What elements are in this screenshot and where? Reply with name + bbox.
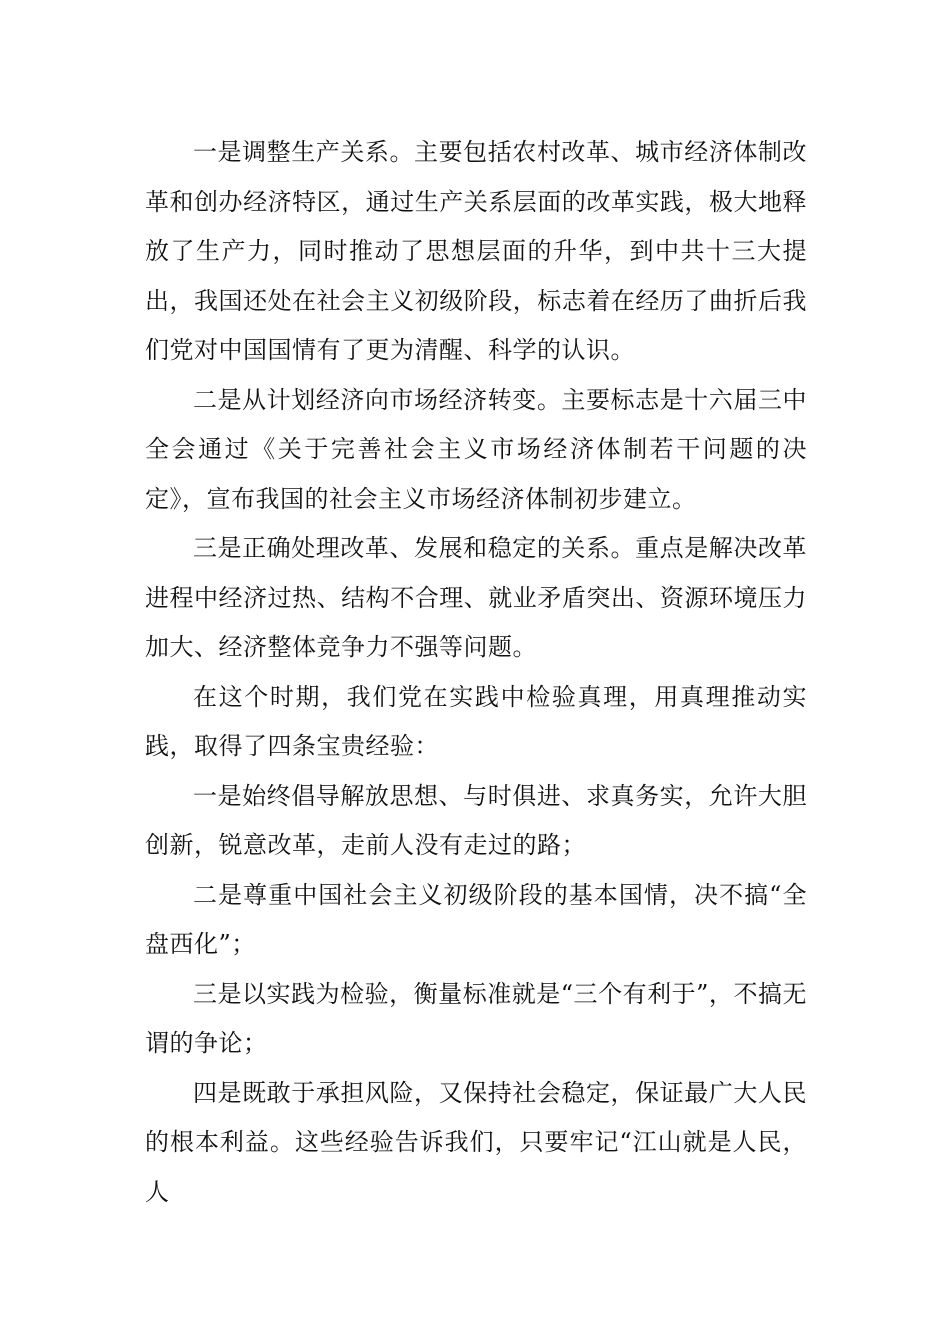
paragraph-experience-four: 四是既敢于承担风险，又保持社会稳定，保证最广大人民的根本利益。这些经验告诉我们，只要牢记“江山就是人民，人 <box>145 1078 807 1206</box>
paragraph-experience-three: 三是以实践为检验，衡量标准就是“三个有利于”，不搞无谓的争论； <box>145 979 807 1057</box>
paragraph-reform-production-relations: 一是调整生产关系。主要包括农村改革、城市经济体制改革和创办经济特区，通过生产关系层面的改革实践，极大地释放了生产力，同时推动了思想层面的升华，到中共十三大提出，我国还处在社会主义初级阶段，标志着在经历了曲折后我们党对中国国情有了更为清醒、科学的认识。 <box>145 138 807 364</box>
document-body <box>145 128 807 1217</box>
paragraph-four-experiences-intro: 在这个时期，我们党在实践中检验真理，用真理推动实践，取得了四条宝贵经验： <box>145 682 807 760</box>
paragraph-experience-one: 一是始终倡导解放思想、与时俱进、求真务实，允许大胆创新，锐意改革，走前人没有走过的路； <box>145 781 807 859</box>
paragraph-reform-development-stability: 三是正确处理改革、发展和稳定的关系。重点是解决改革进程中经济过热、结构不合理、就业矛盾突出、资源环境压力加大、经济整体竞争力不强等问题。 <box>145 534 807 661</box>
paragraph-market-economy-transition: 二是从计划经济向市场经济转变。主要标志是十六届三中全会通过《关于完善社会主义市场经济体制若干问题的决定》，宣布我国的社会主义市场经济体制初步建立。 <box>145 385 807 513</box>
paragraph-experience-two: 二是尊重中国社会主义初级阶段的基本国情，决不搞“全盘西化”； <box>145 880 807 958</box>
